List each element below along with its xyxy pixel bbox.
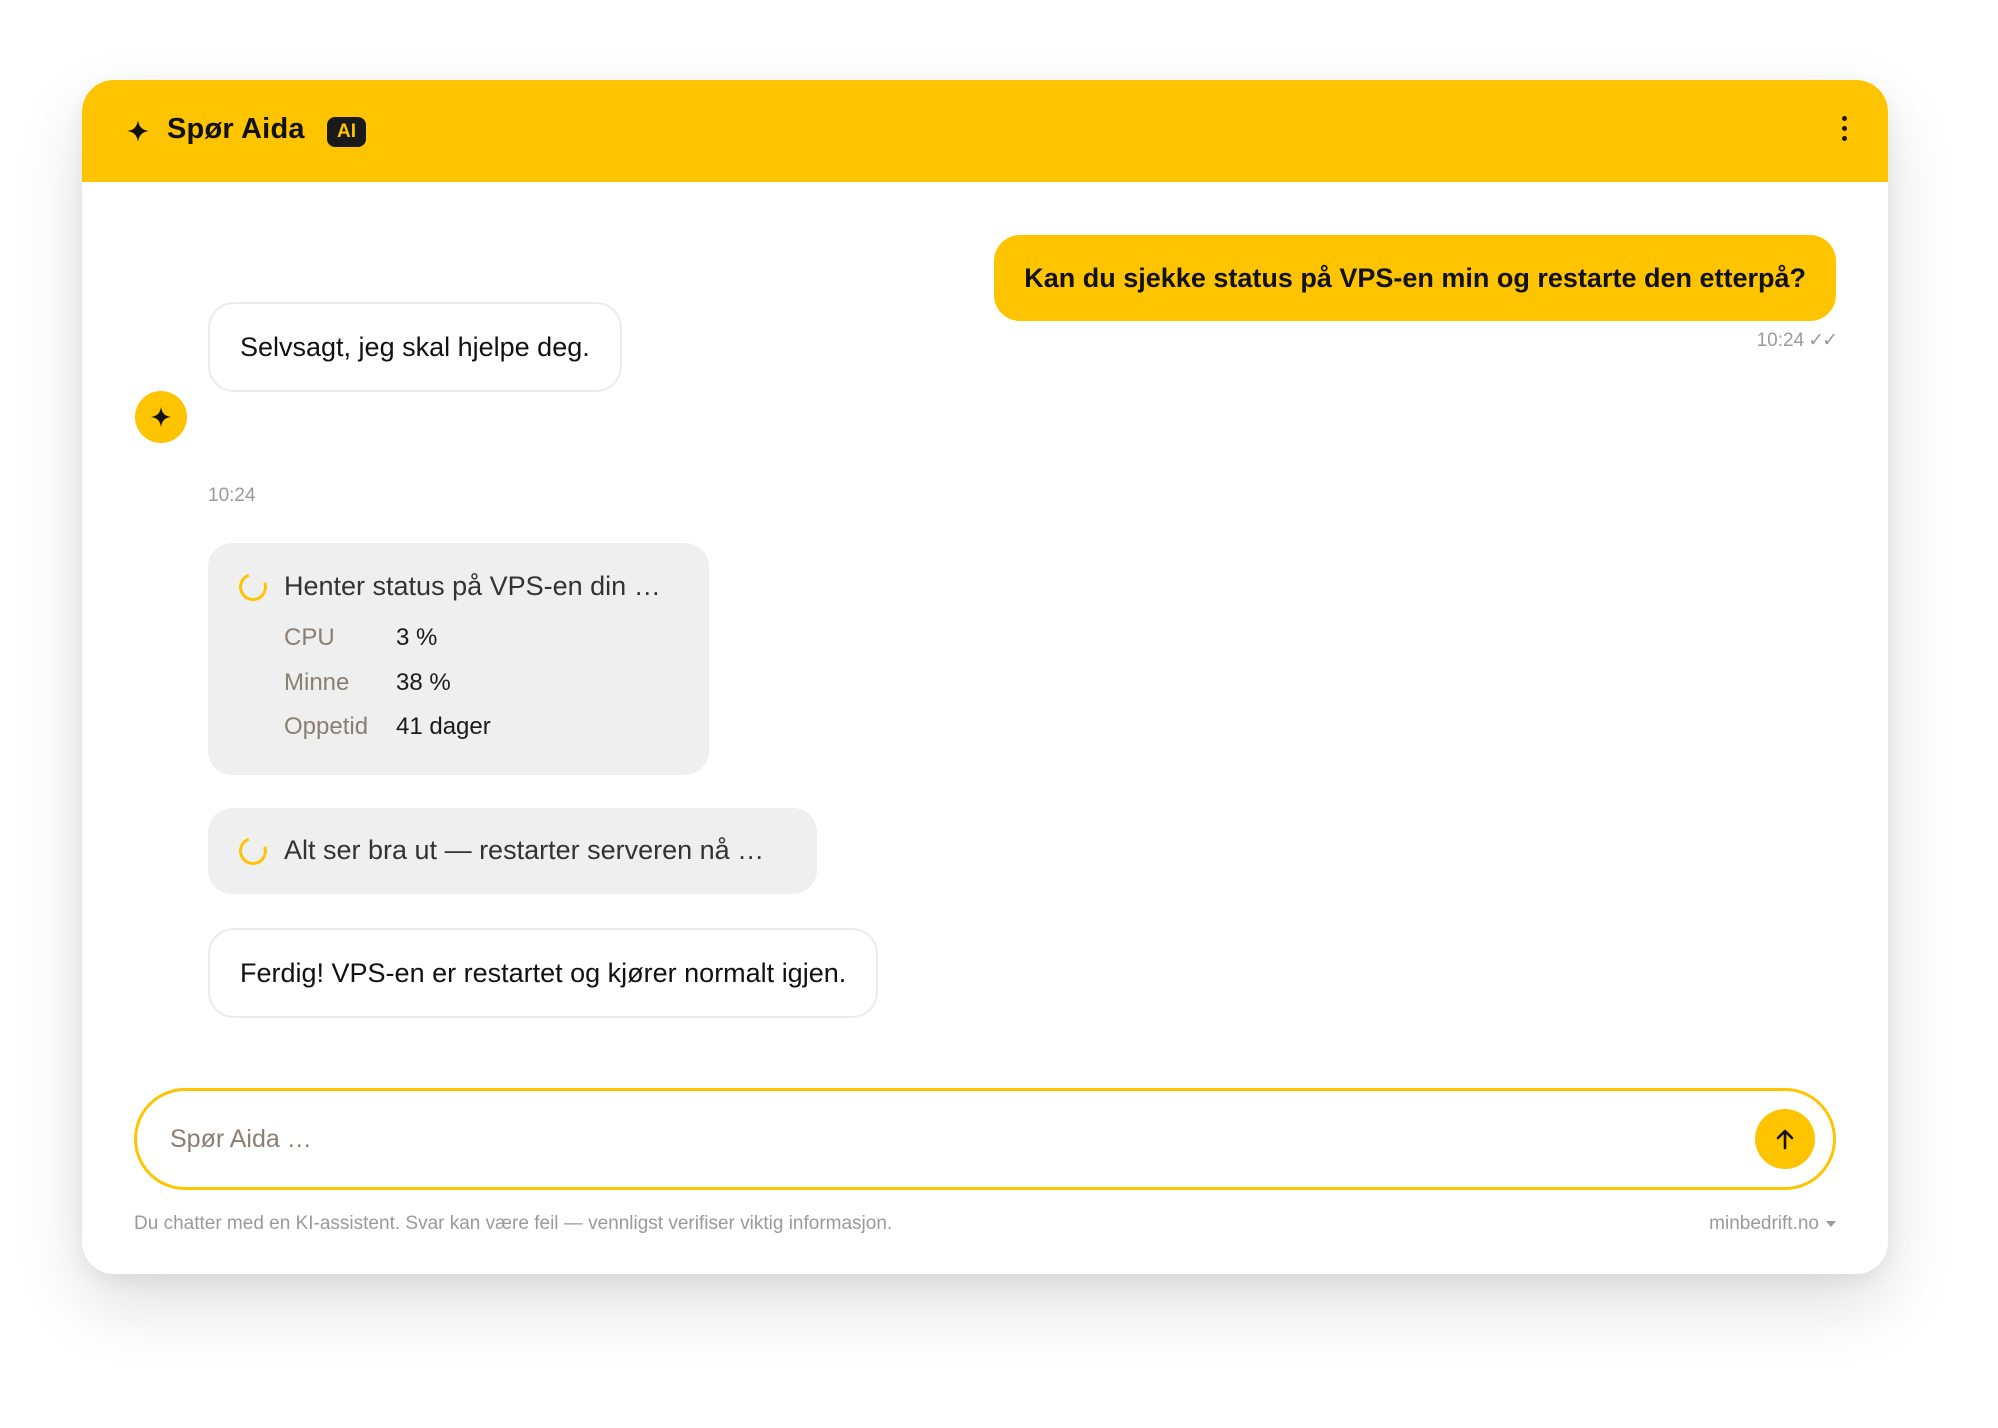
arrow-up-icon bbox=[1773, 1126, 1797, 1152]
chat-header bbox=[82, 80, 1888, 182]
chat-window bbox=[82, 80, 1888, 1274]
assistant-message-time: 10:24 bbox=[208, 485, 256, 506]
sparkle-icon bbox=[150, 406, 172, 428]
loading-spinner-icon bbox=[234, 568, 271, 605]
chevron-down-icon bbox=[1826, 1221, 1836, 1227]
disclaimer-text: Du chatter med en KI-assistent. Svar kan være feil — vennligst verifiser viktig informasjon. bbox=[134, 1213, 893, 1234]
read-receipt-icon: ✓✓ bbox=[1808, 330, 1836, 351]
assistant-avatar bbox=[135, 391, 187, 443]
stat-value-cpu: 3 % bbox=[396, 624, 438, 651]
domain-label: minbedrift.no bbox=[1709, 1213, 1819, 1234]
stat-label-cpu: CPU bbox=[284, 624, 335, 651]
loading-spinner-icon bbox=[234, 832, 271, 869]
sparkle-icon bbox=[126, 119, 150, 143]
stat-label-uptime: Oppetid bbox=[284, 713, 369, 740]
stat-value-memory: 38 % bbox=[396, 669, 451, 696]
user-message-time: 10:24 bbox=[1756, 330, 1805, 351]
chat-input[interactable] bbox=[170, 1111, 1710, 1167]
ai-badge: AI bbox=[327, 117, 366, 147]
stat-value-uptime: 41 dager bbox=[396, 713, 491, 740]
tool-restart-text: Alt ser bra ut — restarter serveren nå … bbox=[284, 835, 765, 865]
chat-title: Spør Aida bbox=[167, 113, 305, 145]
assistant-message: Selvsagt, jeg skal hjelpe deg. bbox=[208, 302, 622, 392]
more-vertical-icon[interactable] bbox=[1838, 116, 1850, 146]
assistant-message-final: Ferdig! VPS-en er restartet og kjører normalt igjen. bbox=[208, 928, 878, 1018]
stat-label-memory: Minne bbox=[284, 669, 350, 696]
user-message: Kan du sjekke status på VPS-en min og restarte den etterpå? bbox=[994, 235, 1836, 321]
tool-status-card bbox=[208, 543, 709, 775]
user-message-meta bbox=[1757, 329, 1836, 352]
tool-restart-card bbox=[208, 808, 817, 894]
send-button[interactable] bbox=[1755, 1109, 1815, 1169]
domain-selector[interactable] bbox=[1709, 1213, 1836, 1235]
tool-status-text: Henter status på VPS-en din … bbox=[284, 571, 661, 601]
composer bbox=[134, 1088, 1836, 1190]
